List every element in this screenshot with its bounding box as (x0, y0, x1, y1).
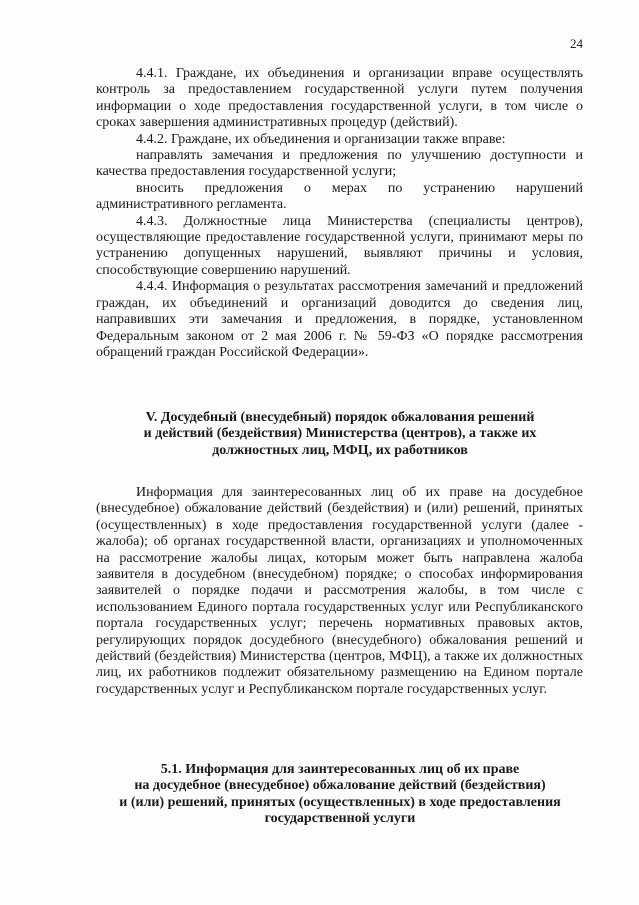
paragraph-4-4-1: 4.4.1. Граждане, их объединения и организации вправе осуществлять контроль за предоставлением государственной услуги путем получения информации о ходе предоставления государственной услуги, в том числе о сроках завершения административных процедур (действий). (96, 66, 583, 131)
page-number: 24 (570, 36, 583, 51)
paragraph-4-4-3: 4.4.3. Должностные лица Министерства (специалисты центров), осуществляющие предоставление государственной услуги, принимают меры по устранению допущенных нарушений, выявляют причины и условия, способствующие совершению нарушений. (96, 213, 583, 278)
section-5-intro-paragraph: Информация для заинтересованных лиц об их праве на досудебное (внесудебное) обжалование действий (бездействия) и (или) решений, принятых (осуществленных) в ходе предоставления государственной услуги (далее - жалоба); об органах государственной власти, организациях и уполномоченных на рассмотрение жалобы лицах, которым может быть направлена жалоба заявителя в досудебном (внесудебном) порядке; о способах информирования заявителей о порядке подачи и рассмотрения жалобы, в том числе с использованием Единого портала государственных услуг или Республиканского портала государственных услуг; перечень нормативных правовых актов, регулирующих порядок досудебного (внесудебного) обжалования решений и действий (бездействия) Министерства (центров, МФЦ), а также их должностных лиц, их работников подлежит обязательному размещению на Едином портале государственных услуг и Республиканском портале государственных услуг. (96, 485, 583, 697)
section-5-heading-line: должностных лиц, МФЦ, их работников (212, 442, 468, 458)
subsection-5-1-heading-line: 5.1. Информация для заинтересованных лиц об их праве (160, 762, 520, 777)
section-5-heading-line: V. Досудебный (внесудебный) порядок обжалования решений (145, 410, 535, 425)
subsection-5-1-heading-line: и (или) решений, принятых (осуществленных) в ходе предоставления (119, 794, 561, 810)
paragraph-4-4-2-a: направлять замечания и предложения по улучшению доступности и качества предоставления государственной услуги; (96, 148, 583, 180)
subsection-5-1-heading (80, 762, 600, 828)
section-5-intro (96, 485, 583, 698)
section-5-heading-line: и действий (бездействия) Министерства (центров), а также их (143, 426, 537, 442)
section-5-heading (80, 410, 600, 459)
paragraph-4-4-2-b: вносить предложения о мерах по устранению нарушений административного регламента. (96, 180, 583, 213)
paragraph-4-4-2: 4.4.2. Граждане, их объединения и организации также вправе: (136, 131, 506, 147)
subsection-5-1-heading-line: государственной услуги (264, 811, 416, 827)
subsection-5-1-heading-line: на досудебное (внесудебное) обжалование действий (бездействия) (134, 778, 546, 794)
section-4-4-text (96, 66, 583, 361)
paragraph-4-4-4: 4.4.4. Информация о результатах рассмотрения замечаний и предложений граждан, их объединений и организаций доводится до сведения лиц, направивших эти замечания и предложения, в порядке, установленном Федеральным законом от 2 мая 2006 г. № 59-ФЗ «О порядке рассмотрения обращений граждан Российской Федерации». (96, 279, 583, 360)
